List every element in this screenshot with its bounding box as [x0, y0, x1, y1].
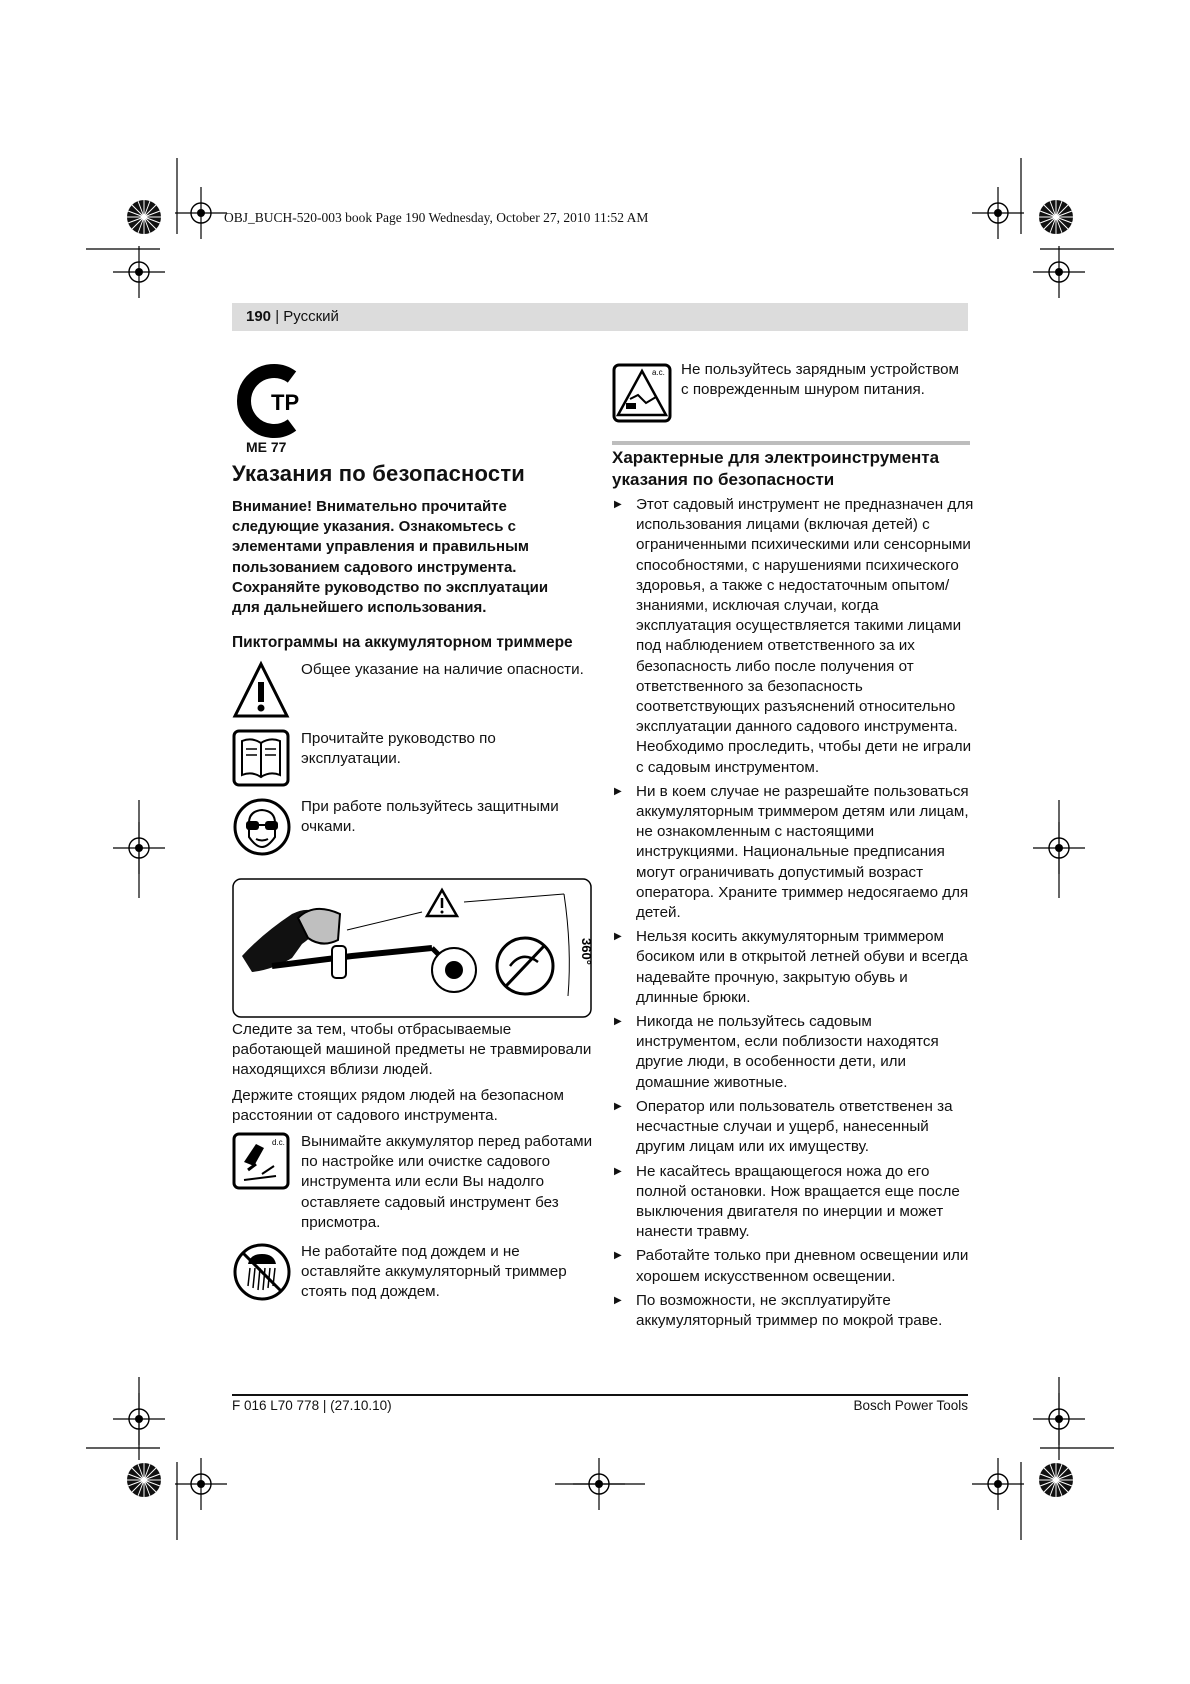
page-number: 190: [246, 308, 272, 325]
list-item: ▶ Этот садовый инструмент не предназначен для использования лицами (включая детей) с ограниченными психическими или сенсорными способностями, с нарушениями психического здоровья, а также с недостаточным опытом/знаниями, исключая случаи, когда эксплуатация осуществляется такими лицами под наблюдением ответственного за их безопасность либо после получения от ответственного за безопасность соответствующих разъяснений относительно эксплуатации данного садового инструмента. Необходимо проследить, чтобы дети не играли с садовым инструментом.: [612, 495, 974, 778]
picto-manual-row: [232, 729, 592, 791]
footer-rule: [232, 1394, 968, 1396]
list-item: ▶ Оператор или пользователь ответственен за несчастные случаи и ущерб, нанесенный другим лицам или их имуществу.: [612, 1097, 974, 1158]
picto-goggles-text: При работе пользуйтесь защитными очками.: [301, 798, 559, 836]
picto-rain-text: Не работайте под дождем и не оставляйте аккумуляторный триммер стоять под дождем.: [301, 1243, 567, 1301]
no-rain-icon: [232, 1242, 292, 1302]
registration-cross-icon: [175, 187, 227, 239]
battery-dc-label: d.c.: [272, 1138, 285, 1147]
picto-charger-text: Не пользуйтесь зарядным устройством с поврежденным шнуром питания.: [681, 361, 959, 399]
list-item: ▶ Работайте только при дневном освещении или хорошем искусственном освещении.: [612, 1246, 974, 1286]
picto-battery-text: Вынимайте аккумулятор перед работами по настройке или очистке садового инструмента или если Вы надолго оставляете садовый инструмент без присмотра.: [301, 1133, 593, 1231]
registration-rosette-icon: [127, 200, 161, 234]
page-header: [246, 308, 339, 325]
registration-rosette-icon: [1039, 200, 1073, 234]
registration-cross-icon: [972, 1458, 1024, 1510]
print-info: OBJ_BUCH-520-003 book Page 190 Wednesday, October 27, 2010 11:52 AM: [224, 210, 649, 225]
certification-code: ME 77: [246, 439, 287, 455]
rotation-360-label: 360°: [579, 938, 594, 965]
charger-ac-label: a.c.: [652, 368, 665, 377]
header-language: Русский: [283, 308, 339, 325]
picto-rain-row: [232, 1242, 592, 1322]
list-item: ▶ По возможности, не эксплуатируйте аккумуляторный триммер по мокрой траве.: [612, 1291, 974, 1331]
picto-charger-row: [612, 360, 970, 430]
picto-manual-text: Прочитайте руководство по эксплуатации.: [301, 730, 496, 768]
registration-cross-icon: [1033, 246, 1085, 298]
footer-brand: Bosch Power Tools: [853, 1398, 968, 1413]
footer-doc-number: F 016 L70 778 | (27.10.10): [232, 1398, 392, 1413]
registration-rosette-icon: [1039, 1463, 1073, 1497]
picto-goggles-row: [232, 797, 592, 859]
thrown-objects-text: Следите за тем, чтобы отбрасываемые работающей машиной предметы не травмировали находящихся вблизи людей.: [232, 1021, 592, 1079]
picto-danger-text: Общее указание на наличие опасности.: [301, 661, 584, 678]
svg-text:ТР: ТР: [271, 390, 300, 415]
registration-cross-icon: [113, 246, 165, 298]
header-separator: |: [271, 308, 284, 325]
registration-cross-icon: [175, 1458, 227, 1510]
danger-warning-icon: [232, 660, 290, 720]
left-column: [232, 360, 592, 1380]
registration-rosette-icon: [127, 1463, 161, 1497]
damaged-cable-icon: [612, 363, 672, 423]
picto-danger-row: [232, 660, 592, 722]
remove-battery-icon: [232, 1132, 290, 1190]
registration-cross-icon: [972, 187, 1024, 239]
trimmer-illustration: [232, 878, 592, 1023]
section-rule: [612, 441, 970, 445]
read-manual-icon: [232, 729, 290, 787]
bullet-note: Необходимо проследить, чтобы дети не играли с садовым инструментом.: [636, 738, 972, 776]
list-item: ▶ Нельзя косить аккумуляторным триммером босиком или в открытой летней обуви и всегда надевайте прочную, закрытую обувь и длинные брюки.: [612, 927, 974, 1008]
trimmer-safety-illustration-icon: [232, 878, 592, 1018]
page-header-bar: [232, 303, 968, 331]
safety-goggles-icon: [232, 797, 292, 857]
certification-mark-icon: [232, 365, 318, 437]
safety-bullet-list: [612, 495, 974, 1335]
bystanders-text: Держите стоящих рядом людей на безопасном расстоянии от садового инструмента.: [232, 1087, 564, 1125]
picto-battery-row: [232, 1132, 592, 1232]
list-item: ▶ Никогда не пользуйтесь садовым инструментом, если поблизости находятся другие люди, в особенности дети, или домашние животные.: [612, 1012, 974, 1093]
tool-safety-heading: Характерные для электроинструмента указания по безопасности: [612, 448, 940, 489]
list-item: ▶ Ни в коем случае не разрешайте пользоваться аккумуляторным триммером детям или лицам, не ознакомленным с настоящими инструкциями. Национальные предписания могут ограничивать допустимый возраст оператора. Храните триммер недосягаемо для детей.: [612, 782, 974, 923]
certification-logo: [232, 365, 318, 455]
page-title: Указания по безопасности: [232, 461, 526, 486]
warning-text: Внимание! Внимательно прочитайте следующие указания. Ознакомьтесь с элементами управления и правильным пользованием садового инструмента. Сохраняйте руководство по эксплуатации для дальнейшего использования.: [232, 498, 549, 617]
list-item: ▶ Не касайтесь вращающегося ножа до его полной остановки. Нож вращается еще после выключения двигателя по инерции и может нанести травму.: [612, 1162, 974, 1243]
pictograms-heading: Пиктограммы на аккумуляторном триммере: [232, 634, 573, 651]
